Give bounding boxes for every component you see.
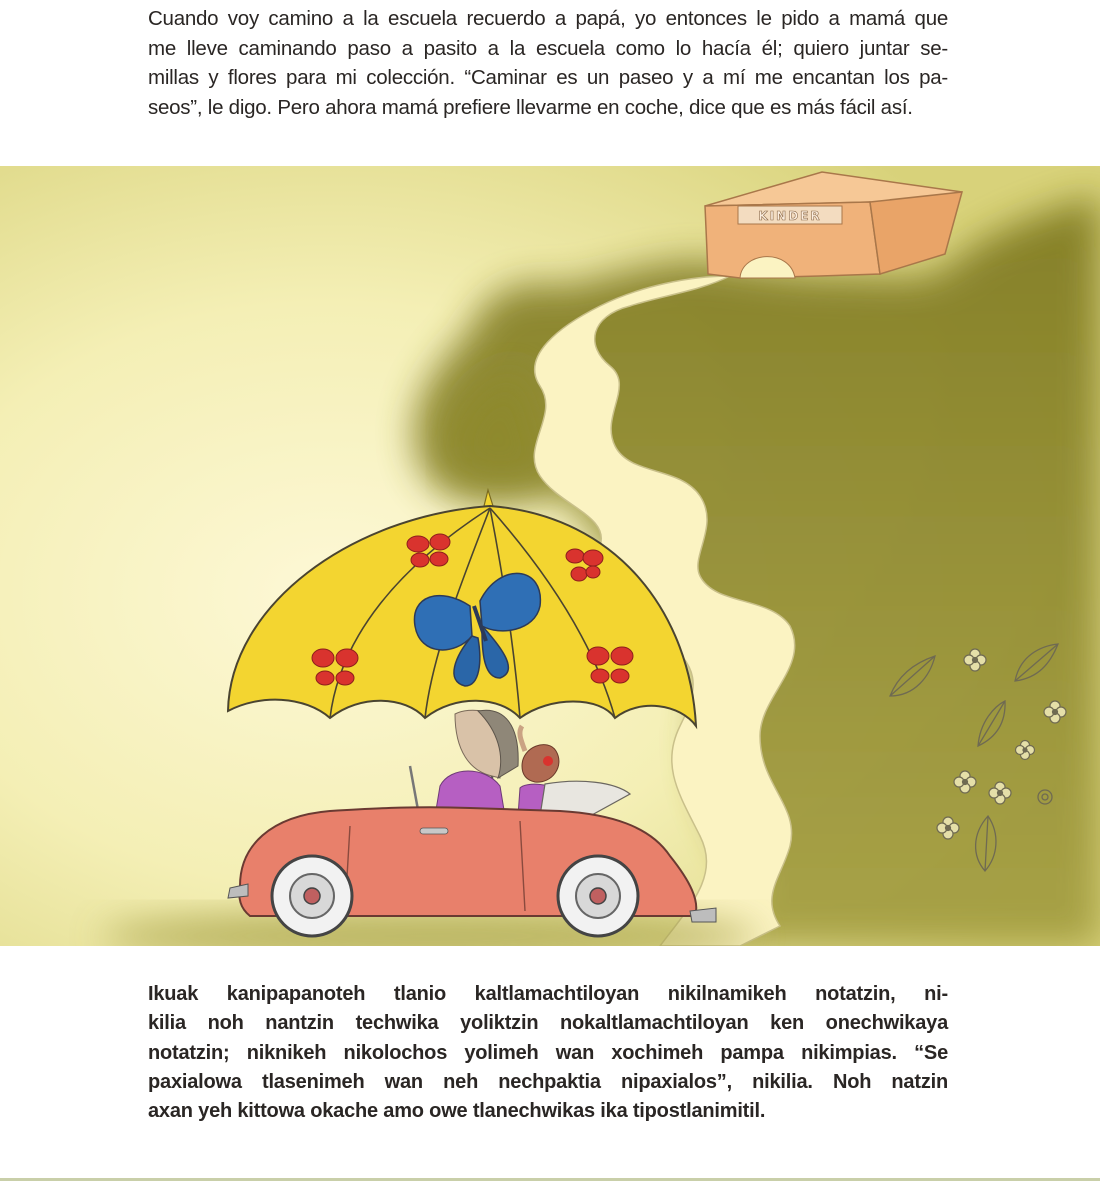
spanish-line-4: seos”, le digo. Pero ahora mamá prefiere llevarme en coche, dice que es más fácil así. bbox=[148, 95, 913, 119]
nahuatl-line-3: notatzin; niknikeh nikolochos yolimeh wan xochimeh pampa nikimpias. “Se bbox=[148, 1041, 948, 1064]
illustration-drawing bbox=[0, 166, 1100, 946]
nahuatl-line-1: Ikuak kanipapanoteh tlanio kaltlamachtiloyan nikilnamikeh notatzin, ni- bbox=[148, 983, 948, 1005]
spanish-line-2: me lleve caminando paso a pasito a la escuela como lo hacía él; quiero juntar se- bbox=[148, 36, 948, 60]
nahuatl-line-5: axan yeh kittowa okache amo owe tlanechwikas ika tipostlanimitil. bbox=[148, 1100, 766, 1123]
spanish-line-1: Cuando voy camino a la escuela recuerdo a papá, yo entonces le pido a mamá que bbox=[148, 7, 948, 30]
school-sign: KINDER bbox=[758, 209, 822, 223]
nahuatl-line-4: paxialowa tlasenimeh wan neh nechpaktia nipaxialos”, nikilia. Noh natzin bbox=[148, 1070, 948, 1093]
nahuatl-paragraph bbox=[148, 980, 948, 1126]
spanish-line-3: millas y flores para mi colección. “Caminar es un paseo y a mí me encantan los pa- bbox=[148, 66, 948, 89]
car-wheel-rear bbox=[558, 856, 638, 936]
car-wheel-front bbox=[272, 856, 352, 936]
illustration bbox=[0, 166, 1100, 946]
spanish-paragraph bbox=[148, 4, 948, 122]
nahuatl-line-2: kilia noh nantzin techwika yoliktzin nokaltlamachtiloyan ken onechwikaya bbox=[148, 1012, 948, 1035]
bottom-rule bbox=[0, 1178, 1100, 1181]
